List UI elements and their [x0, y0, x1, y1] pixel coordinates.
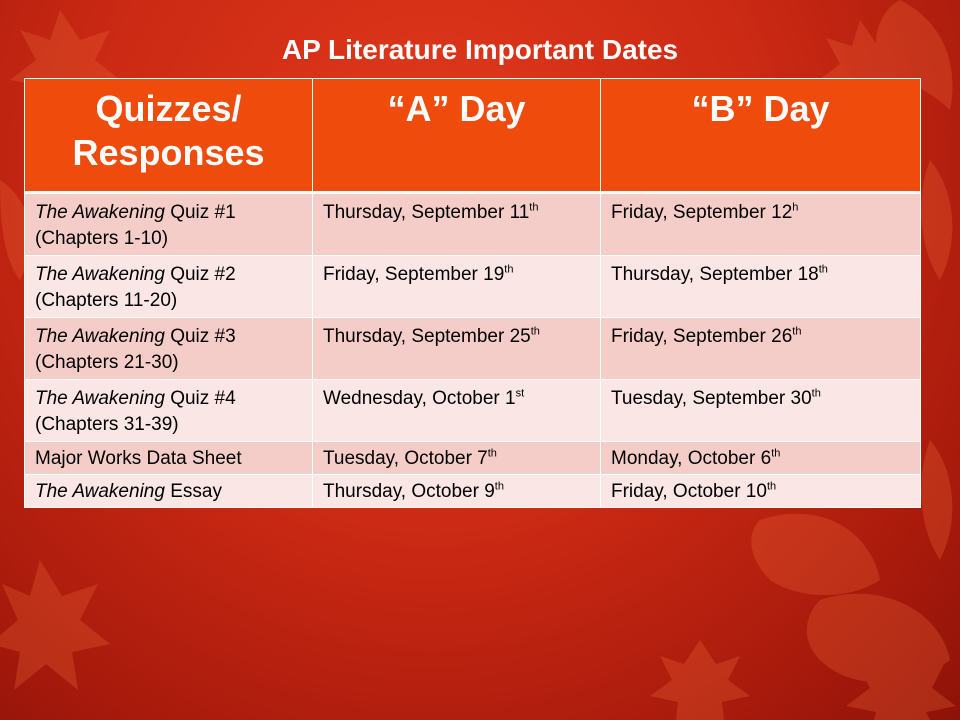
- book-title: The Awakening: [35, 388, 165, 409]
- book-title: The Awakening: [35, 481, 165, 502]
- item-text: Quiz #1 (Chapters 1-10): [35, 202, 236, 249]
- b-day-date: Friday, October 10: [611, 481, 767, 502]
- header-quizzes-responses: Quizzes/ Responses: [25, 79, 313, 193]
- a-day-cell: [313, 475, 601, 508]
- table-row: [25, 193, 921, 256]
- important-dates-table: [24, 78, 921, 508]
- a-day-date: Thursday, October 9: [323, 481, 495, 502]
- a-day-date: Friday, September 19: [323, 264, 505, 285]
- ordinal-suffix: th: [818, 263, 828, 276]
- ordinal-suffix: th: [504, 263, 514, 276]
- slide-title: AP Literature Important Dates: [281, 34, 679, 65]
- b-day-date: Monday, October 6: [611, 448, 772, 469]
- a-day-cell: [313, 256, 601, 318]
- book-title: The Awakening: [35, 202, 165, 223]
- a-day-date: Thursday, September 11: [323, 202, 530, 223]
- ordinal-suffix: st: [515, 387, 525, 400]
- item-cell: [25, 442, 313, 475]
- b-day-date: Friday, September 12: [611, 202, 793, 223]
- header-b-day: “B” Day: [601, 79, 921, 193]
- b-day-date: Friday, September 26: [611, 326, 793, 347]
- ordinal-suffix: th: [494, 480, 504, 493]
- ordinal-suffix: th: [487, 447, 497, 460]
- a-day-cell: [313, 318, 601, 380]
- ordinal-suffix: th: [792, 325, 802, 338]
- ordinal-suffix: th: [771, 447, 781, 460]
- table-header-row: [25, 79, 921, 193]
- maple-leaf-icon: [0, 560, 110, 690]
- b-day-cell: [601, 475, 921, 508]
- b-day-date: Tuesday, September 30: [611, 388, 812, 409]
- book-title: The Awakening: [35, 326, 165, 347]
- a-day-cell: [313, 193, 601, 256]
- a-day-cell: [313, 380, 601, 442]
- item-text: Quiz #2 (Chapters 11-20): [35, 264, 236, 311]
- oak-leaf-icon: [921, 160, 952, 280]
- ordinal-suffix: h: [792, 201, 799, 214]
- a-day-date: Wednesday, October 1: [323, 388, 516, 409]
- b-day-cell: [601, 318, 921, 380]
- b-day-cell: [601, 193, 921, 256]
- ordinal-suffix: th: [766, 480, 777, 493]
- book-title: The Awakening: [35, 264, 165, 285]
- a-day-date: Tuesday, October 7: [323, 448, 488, 469]
- item-text: Major Works Data Sheet: [35, 448, 242, 469]
- table-row: [25, 442, 921, 475]
- item-text: Essay: [164, 481, 222, 502]
- oak-leaf-icon: [921, 440, 952, 560]
- item-cell: [25, 475, 313, 508]
- table-row: [25, 475, 921, 508]
- ordinal-suffix: th: [530, 325, 540, 338]
- table-row: [25, 380, 921, 442]
- oak-leaf-icon: [751, 514, 880, 595]
- item-text: Quiz #4 (Chapters 31-39): [35, 388, 236, 435]
- a-day-cell: [313, 442, 601, 475]
- ordinal-suffix: th: [811, 387, 821, 400]
- b-day-date: Thursday, September 18: [611, 264, 819, 285]
- b-day-cell: [601, 256, 921, 318]
- item-cell: [25, 380, 313, 442]
- header-a-day: “A” Day: [313, 79, 601, 193]
- ordinal-suffix: th: [529, 201, 539, 214]
- item-cell: [25, 193, 313, 256]
- a-day-date: Thursday, September 25: [323, 326, 531, 347]
- maple-leaf-icon: [650, 640, 750, 720]
- item-text: Quiz #3 (Chapters 21-30): [35, 326, 236, 373]
- table-row: [25, 256, 921, 318]
- table-row: [25, 318, 921, 380]
- b-day-cell: [601, 380, 921, 442]
- b-day-cell: [601, 442, 921, 475]
- item-cell: [25, 256, 313, 318]
- item-cell: [25, 318, 313, 380]
